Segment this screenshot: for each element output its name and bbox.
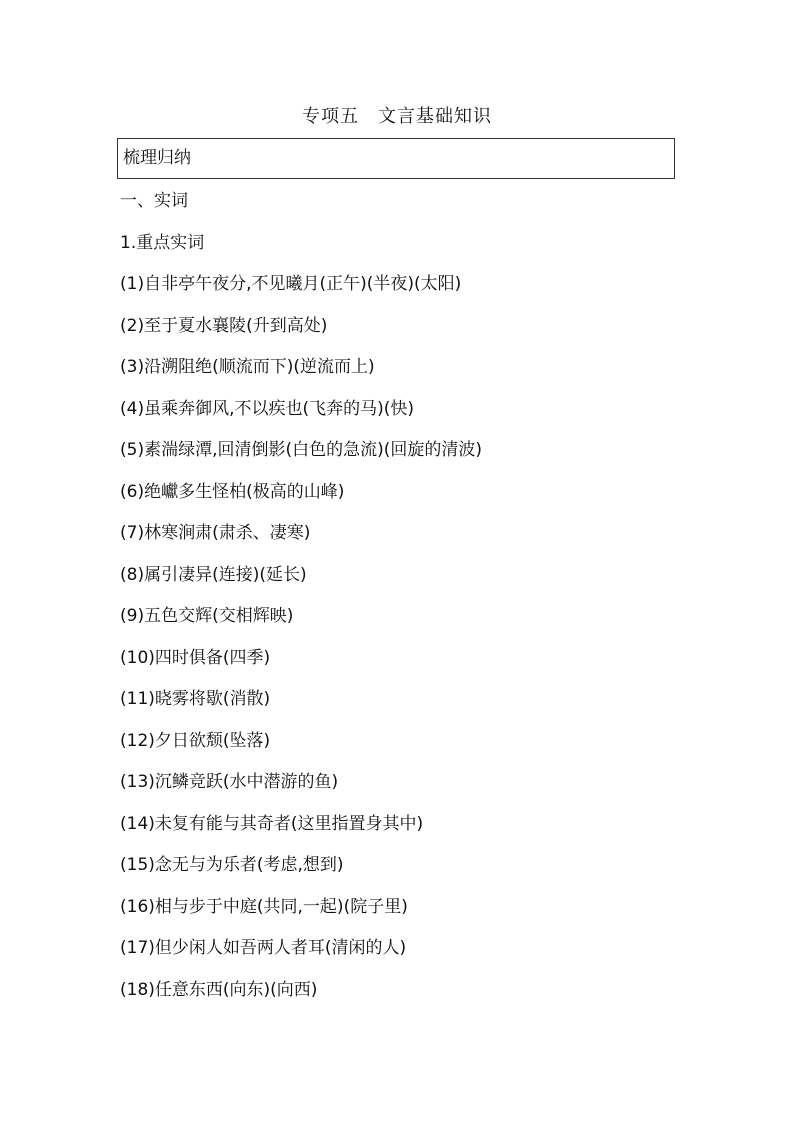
- vocab-item: (9)五色交辉(交相辉映): [120, 606, 294, 626]
- subsection-heading: 1.重点实词: [120, 233, 205, 253]
- vocab-item: (3)沿溯阻绝(顺流而下)(逆流而上): [120, 357, 375, 377]
- page-title: 专项五 文言基础知识: [302, 106, 492, 127]
- vocab-item: (11)晓雾将歇(消散): [120, 689, 271, 709]
- vocab-item: (18)任意东西(向东)(向西): [120, 980, 318, 1000]
- vocab-item: (17)但少闲人如吾两人者耳(清闲的人): [120, 938, 407, 958]
- vocab-item: (16)相与步于中庭(共同,一起)(院子里): [120, 897, 408, 917]
- section-heading: 一、实词: [120, 191, 188, 211]
- summary-label: 梳理归纳: [123, 148, 191, 168]
- vocab-item: (15)念无与为乐者(考虑,想到): [120, 855, 344, 875]
- vocab-item: (6)绝巘多生怪柏(极高的山峰): [120, 482, 345, 502]
- summary-box: [117, 138, 675, 179]
- vocab-item: (5)素湍绿潭,回清倒影(白色的急流)(回旋的清波): [120, 440, 483, 460]
- vocab-item: (13)沉鳞竞跃(水中潜游的鱼): [120, 772, 339, 792]
- vocab-item: (1)自非亭午夜分,不见曦月(正午)(半夜)(太阳): [120, 274, 462, 294]
- vocab-item: (12)夕日欲颓(坠落): [120, 731, 271, 751]
- vocab-item: (10)四时俱备(四季): [120, 648, 271, 668]
- vocab-item: (14)未复有能与其奇者(这里指置身其中): [120, 814, 424, 834]
- vocab-item: (7)林寒涧肃(肃杀、凄寒): [120, 523, 311, 543]
- vocab-item: (8)属引凄异(连接)(延长): [120, 565, 307, 585]
- vocab-item: (4)虽乘奔御风,不以疾也(飞奔的马)(快): [120, 399, 415, 419]
- vocab-item: (2)至于夏水襄陵(升到高处): [120, 316, 328, 336]
